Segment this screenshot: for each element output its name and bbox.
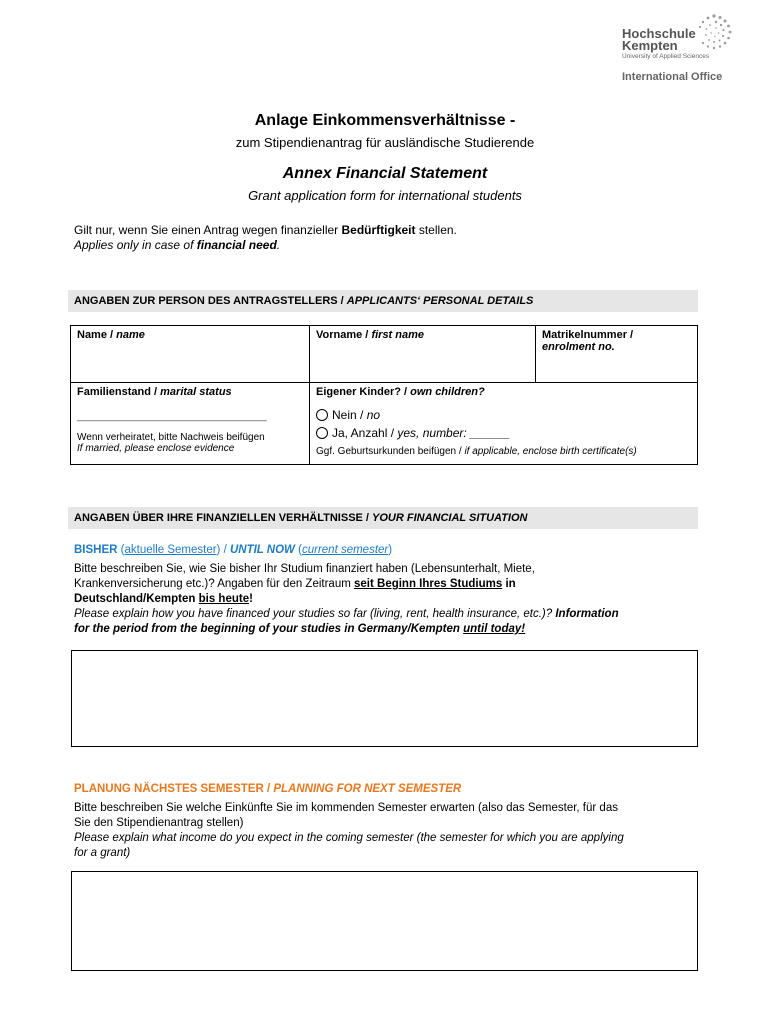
title-english: Annex Financial Statement (282, 165, 488, 182)
logo-subtitle: University of Applied Sciences (622, 53, 710, 60)
applicability-note-german: Gilt nur, wenn Sie einen Antrag wegen finanzieller Bedürftigkeit stellen. (74, 223, 457, 237)
next-semester-heading: PLANUNG NÄCHSTES SEMESTER / PLANNING FOR NEXT SEMESTER (74, 783, 462, 795)
first-name-field[interactable]: Vorname / first name (310, 326, 536, 383)
radio-yes[interactable] (316, 427, 328, 439)
marital-status-line: _______________________________ (77, 410, 267, 422)
next-semester-instructions: Bitte beschreiben Sie welche Einkünfte Sie im kommenden Semester erwarten (also das Semester, für das Sie den Stipendienantrag stellen) Please explain what income do you expect in the coming semester (the semester for which you are applying for a grant) (74, 802, 624, 859)
children-no-option[interactable]: Nein / no (316, 408, 691, 422)
section-personal-details-heading: ANGABEN ZUR PERSON DES ANTRAGSTELLERS / APPLICANTS‘ PERSONAL DETAILS (68, 290, 698, 312)
subtitle-german: zum Stipendienantrag für ausländische Studierende (235, 135, 535, 150)
personal-details-table (70, 325, 698, 465)
subtitle-english: Grant application form for international students (248, 188, 522, 203)
birth-certificate-note: Ggf. Geburtsurkunden beifügen / if applicable, enclose birth certificate(s) (316, 446, 637, 457)
children-field: Eigener Kinder? / own children? Nein / no Ja, Anzahl / yes, number: ______ Ggf. Geburtsurkunden beifügen / if applicable, enclose birth certificate(s) (310, 383, 698, 465)
current-financing-answer-box[interactable] (71, 650, 698, 747)
enrolment-number-field[interactable]: Matrikelnummer / enrolment no. (536, 326, 698, 383)
current-semester-heading: BISHER (aktuelle Semester) / UNTIL NOW (current semester) (74, 544, 393, 556)
applicability-note-english: Applies only in case of financial need. (74, 238, 281, 252)
radio-no[interactable] (316, 409, 328, 421)
children-yes-option[interactable]: Ja, Anzahl / yes, number: ______ (316, 426, 691, 440)
section-financial-situation-heading: ANGABEN ÜBER IHRE FINANZIELLEN VERHÄLTNISSE / YOUR FINANCIAL SITUATION (68, 507, 698, 529)
logo-swirl-icon (694, 12, 734, 52)
international-office-label: International Office (622, 71, 723, 83)
logo-wordmark: Hochschule Kempten (622, 26, 696, 53)
name-field[interactable]: Name / name (71, 326, 310, 383)
marital-status-field[interactable]: Familienstand / marital status _______________________________ Wenn verheiratet, bitte Nachweis beifügen If married, please enclose evidence (71, 383, 310, 465)
current-semester-instructions: Bitte beschreiben Sie, wie Sie bisher Ihr Studium finanziert haben (Lebensunterhalt, Miete, Krankenversicherung etc.)? Angaben für den Zeitraum seit Beginn Ihres Studiums in Deutschland/Kempten bis heute! Please explain how you have financed your studies so far (living, rent, health insurance, etc.)? Information for the period from the beginning of your studies in Germany/Kempten until today! (74, 563, 619, 635)
university-logo (622, 12, 734, 68)
title-german: Anlage Einkommensverhältnisse - (254, 112, 516, 129)
next-semester-income-answer-box[interactable] (71, 871, 698, 971)
